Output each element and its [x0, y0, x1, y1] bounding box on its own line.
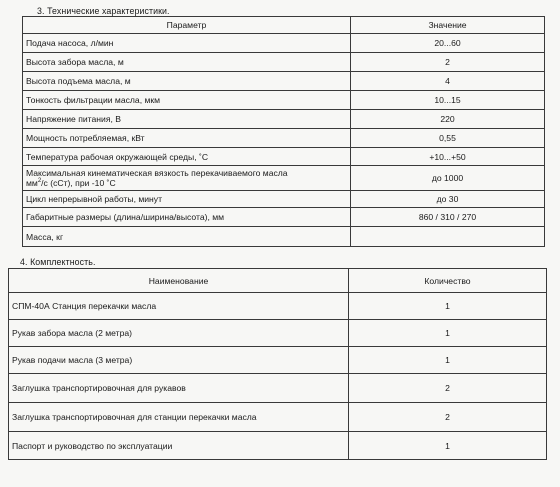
- value-cell: 0,55: [351, 129, 545, 148]
- item-qty-cell: 2: [349, 403, 547, 432]
- table-header-row: [23, 17, 545, 34]
- table-row: [23, 129, 545, 148]
- item-qty-cell: 1: [349, 347, 547, 374]
- item-name-cell: Рукав забора масла (2 метра): [9, 320, 349, 347]
- section-4-title: 4. Комплектность.: [20, 257, 96, 267]
- value-cell: 220: [351, 110, 545, 129]
- table-row: [23, 208, 545, 227]
- param-cell: Высота подъема масла, м: [23, 72, 351, 91]
- value-cell: 860 / 310 / 270: [351, 208, 545, 227]
- table-row: [23, 34, 545, 53]
- param-cell: Напряжение питания, В: [23, 110, 351, 129]
- table-row: [23, 148, 545, 166]
- table-row: [9, 432, 547, 460]
- item-qty-cell: 1: [349, 320, 547, 347]
- table-row: [9, 374, 547, 403]
- param-unit: мм: [26, 178, 38, 188]
- item-name-cell: Заглушка транспортировочная для станции перекачки масла: [9, 403, 349, 432]
- item-name-cell: Заглушка транспортировочная для рукавов: [9, 374, 349, 403]
- param-line-2: /с (сСт), при -10 ˚С: [41, 178, 116, 188]
- table-row: [9, 293, 547, 320]
- table-row: [9, 403, 547, 432]
- item-name-cell: Рукав подачи масла (3 метра): [9, 347, 349, 374]
- item-name-cell: Паспорт и руководство по эксплуатации: [9, 432, 349, 460]
- value-cell: 2: [351, 53, 545, 72]
- value-cell: [351, 227, 545, 247]
- param-cell: Масса, кг: [23, 227, 351, 247]
- column-header-param: Параметр: [23, 17, 351, 34]
- value-cell: 20...60: [351, 34, 545, 53]
- param-cell: Мощность потребляемая, кВт: [23, 129, 351, 148]
- item-qty-cell: 2: [349, 374, 547, 403]
- table-row: [23, 166, 545, 191]
- value-cell: 4: [351, 72, 545, 91]
- param-line-1: Максимальная кинематическая вязкость перекачиваемого масла: [26, 168, 288, 178]
- column-header-name: Наименование: [9, 269, 349, 293]
- table-row: [9, 347, 547, 374]
- item-qty-cell: 1: [349, 293, 547, 320]
- value-cell: до 1000: [351, 166, 545, 191]
- param-cell: Температура рабочая окружающей среды, ˚С: [23, 148, 351, 166]
- param-cell: Подача насоса, л/мин: [23, 34, 351, 53]
- param-superscript: 2: [37, 178, 42, 185]
- table-row: [9, 320, 547, 347]
- table-row: [23, 91, 545, 110]
- param-cell: Цикл непрерывной работы, минут: [23, 191, 351, 208]
- tech-specs-table: [22, 16, 545, 247]
- column-header-qty: Количество: [349, 269, 547, 293]
- package-contents-table: [8, 268, 547, 460]
- table-row: [23, 110, 545, 129]
- param-cell: Высота забора масла, м: [23, 53, 351, 72]
- table-row: [23, 72, 545, 91]
- table-row: [23, 191, 545, 208]
- section-3-title: 3. Технические характеристики.: [37, 6, 170, 16]
- param-cell: Тонкость фильтрации масла, мкм: [23, 91, 351, 110]
- value-cell: до 30: [351, 191, 545, 208]
- column-header-value: Значение: [351, 17, 545, 34]
- item-name-cell: СПМ-40А Станция перекачки масла: [9, 293, 349, 320]
- param-cell: [23, 166, 351, 191]
- table-header-row: [9, 269, 547, 293]
- value-cell: 10...15: [351, 91, 545, 110]
- item-qty-cell: 1: [349, 432, 547, 460]
- table-row: [23, 227, 545, 247]
- param-cell: Габаритные размеры (длина/ширина/высота), мм: [23, 208, 351, 227]
- table-row: [23, 53, 545, 72]
- value-cell: +10...+50: [351, 148, 545, 166]
